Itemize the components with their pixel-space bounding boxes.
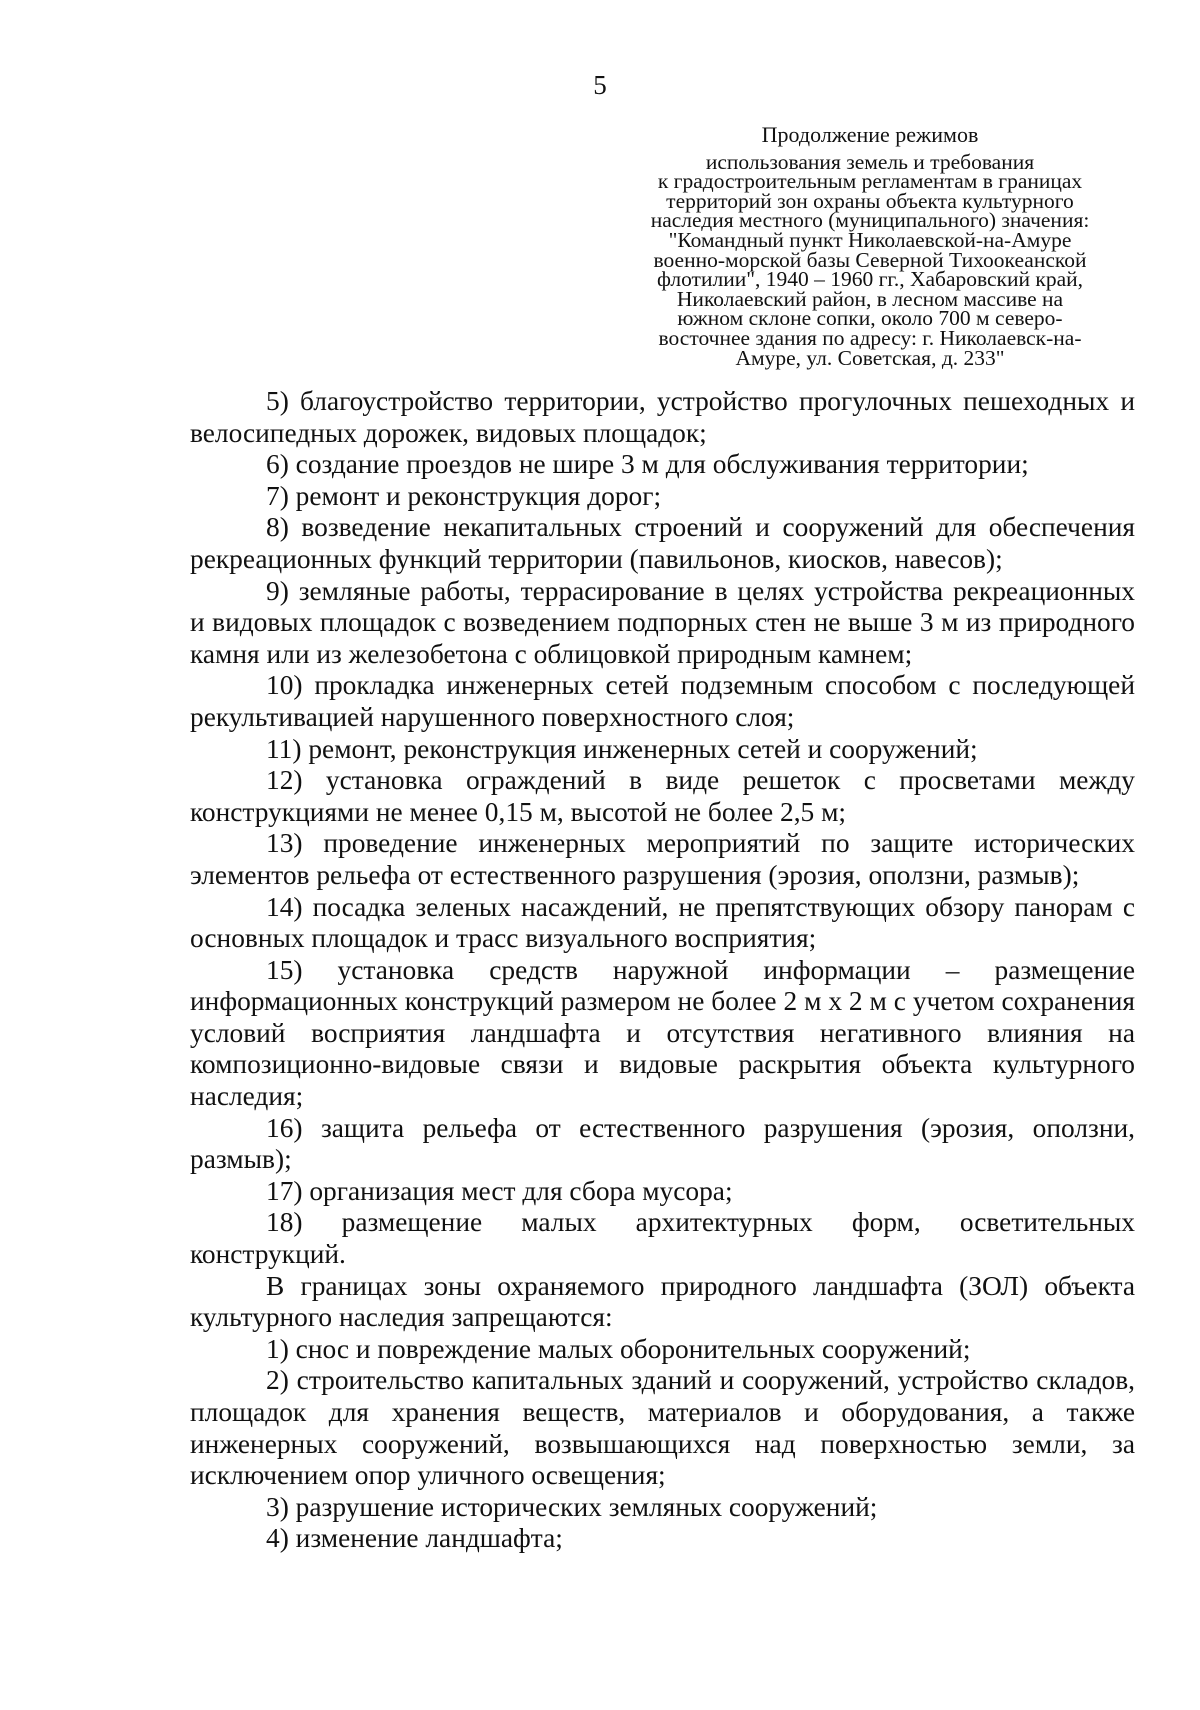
paragraph: 8) возведение некапитальных строений и сооружений для обеспечения рекреационных функций территории (павильонов, киосков, навесов); <box>190 512 1135 574</box>
paragraph: 5) благоустройство территории, устройство прогулочных пешеходных и велосипедных дорожек, видовых площадок; <box>190 386 1135 448</box>
header-line: Продолжение режимов <box>761 122 979 147</box>
paragraph: 4) изменение ландшафта; <box>266 1523 563 1554</box>
header-block <box>625 122 1115 370</box>
paragraph: 12) установка ограждений в виде решеток с просветами между конструкциями не менее 0,15 м, высотой не более 2,5 м; <box>190 765 1135 827</box>
paragraph: В границах зоны охраняемого природного ландшафта (ЗОЛ) объекта культурного наследия запрещаются: <box>190 1270 1135 1333</box>
header-line: Николаевский район, в лесном массиве на <box>676 286 1064 311</box>
paragraph: 2) строительство капитальных зданий и сооружений, устройство складов, площадок для хранения веществ, материалов и оборудования, а также инженерных сооружений, возвышающихся над поверхностью земли, за исключением опор уличного освещения; <box>190 1365 1135 1491</box>
paragraph: 1) снос и повреждение малых оборонительных сооружений; <box>266 1333 971 1364</box>
paragraph: 6) создание проездов не шире 3 м для обслуживания территории; <box>266 449 1029 480</box>
header-line: флотилии", 1940 – 1960 гг., Хабаровский край, <box>656 267 1084 292</box>
header-line: Амуре, ул. Советская, д. 233" <box>735 345 1005 370</box>
header-line: к градостроительным регламентам в границах <box>657 169 1083 194</box>
page-number: 5 <box>593 70 607 100</box>
header-line: использования земель и требования <box>705 149 1035 174</box>
header-line: территорий зон охраны объекта культурного <box>666 188 1074 213</box>
header-line: военно-морской базы Северной Тихоокеанской <box>653 247 1087 272</box>
header-line: наследия местного (муниципального) значения: <box>650 208 1090 233</box>
body-text <box>190 386 1135 1555</box>
header-line: "Командный пункт Николаевской-на-Амуре <box>668 227 1072 252</box>
paragraph: 10) прокладка инженерных сетей подземным способом с последующей рекультивацией нарушенного поверхностного слоя; <box>190 670 1135 732</box>
paragraph: 18) размещение малых архитектурных форм, осветительных конструкций. <box>190 1207 1135 1270</box>
paragraph: 15) установка средств наружной информации – размещение информационных конструкций размером не более 2 м х 2 м с учетом сохранения условий восприятия ландшафта и отсутствия негативного влияния на композиционно-видовые связи и видовые раскрытия объекта культурного наследия; <box>190 954 1135 1112</box>
paragraph: 14) посадка зеленых насаждений, не препятствующих обзору панорам с основных площадок и трасс визуального восприятия; <box>190 891 1135 954</box>
paragraph: 16) защита рельефа от естественного разрушения (эрозия, оползни, размыв); <box>190 1112 1135 1175</box>
paragraph: 3) разрушение исторических земляных сооружений; <box>266 1491 878 1522</box>
paragraph: 7) ремонт и реконструкция дорог; <box>266 480 662 511</box>
paragraph: 17) организация мест для сбора мусора; <box>266 1175 733 1206</box>
header-line: восточнее здания по адресу: г. Николаевск-на- <box>658 325 1082 350</box>
paragraph: 13) проведение инженерных мероприятий по защите исторических элементов рельефа от естественного разрушения (эрозия, оползни, размыв); <box>190 828 1135 890</box>
header-line: южном склоне сопки, около 700 м северо- <box>677 306 1063 331</box>
paragraph: 11) ремонт, реконструкция инженерных сетей и сооружений; <box>266 733 978 764</box>
paragraph: 9) земляные работы, террасирование в целях устройства рекреационных и видовых площадок с возведением подпорных стен не выше 3 м из природного камня или из железобетона с облицовкой природным камнем; <box>190 575 1135 669</box>
